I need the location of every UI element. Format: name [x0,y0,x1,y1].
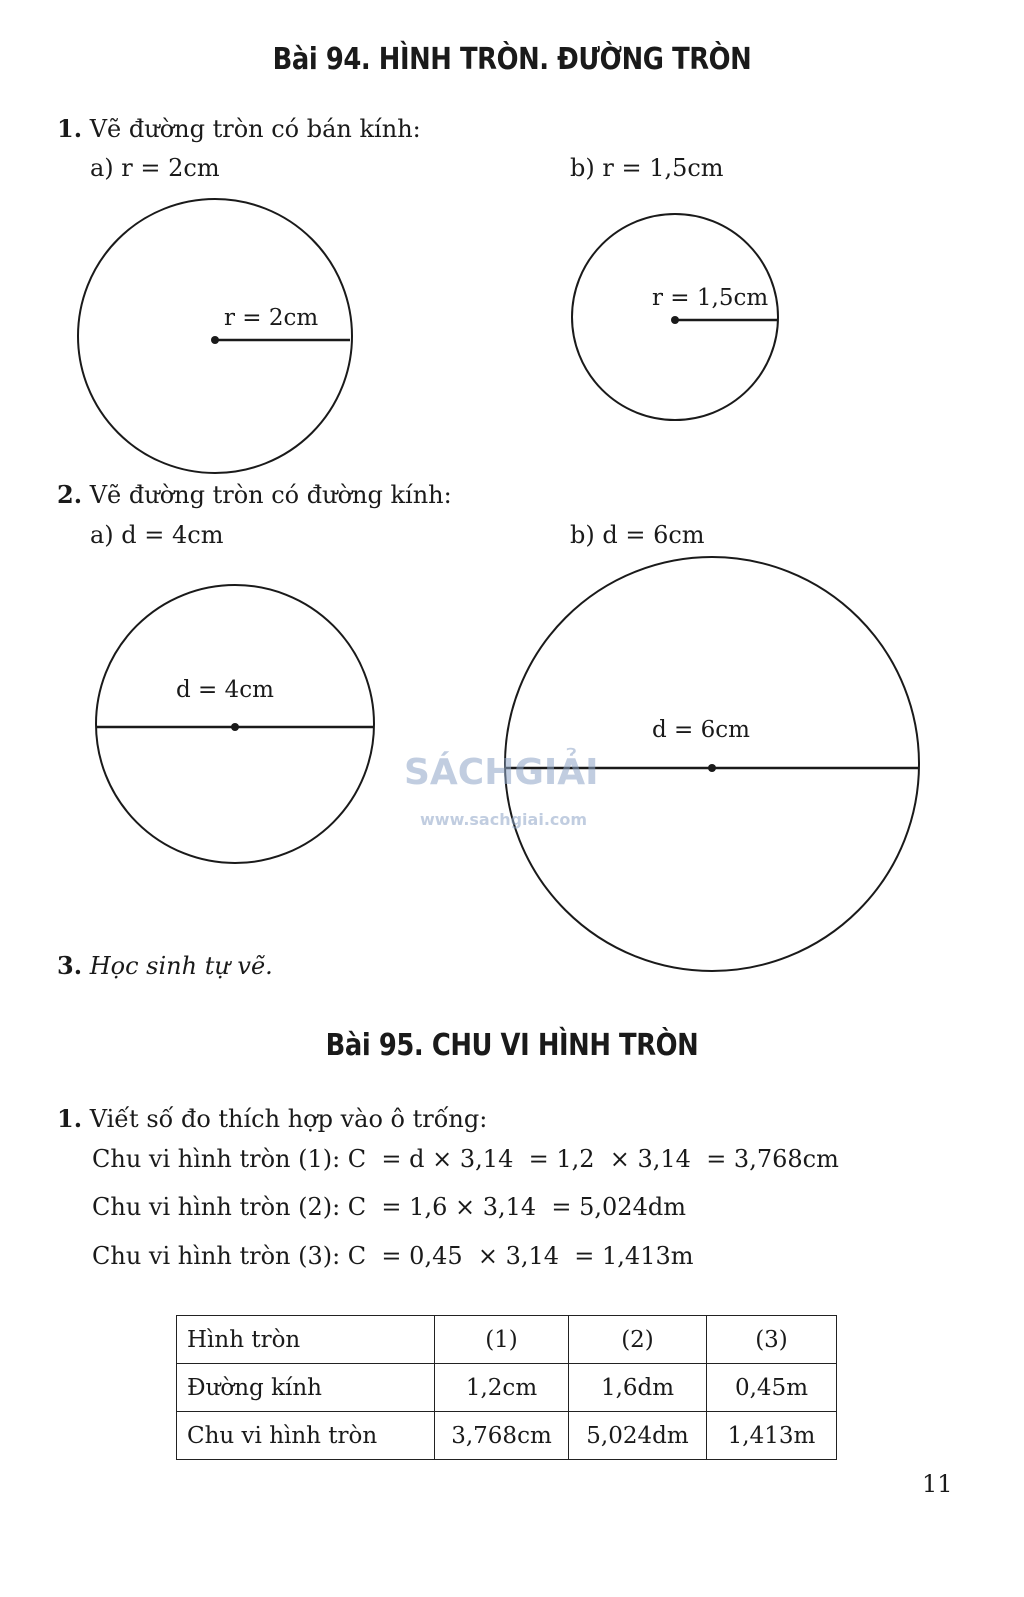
page-number: 11 [922,1470,953,1498]
label-r-1-5cm: r = 1,5cm [652,285,769,311]
bai94-ex1-part-b: b) r = 1,5cm [570,154,724,182]
bai94-title: Bài 94. HÌNH TRÒN. ĐƯỜNG TRÒN [272,42,752,77]
bai94-ex2-part-a: a) d = 4cm [90,521,224,549]
table-header-cell: (3) [707,1316,837,1364]
center-point [211,336,219,344]
center-point [671,316,679,324]
table-cell: 1,413m [707,1412,837,1460]
center-point [708,764,716,772]
table-cell: 1,6dm [569,1364,707,1412]
bai94-ex2-part-b: b) d = 6cm [570,521,705,549]
table-cell: Chu vi hình tròn [177,1412,435,1460]
label-d-6cm: d = 6cm [652,717,750,743]
ex-number: 3. [57,951,83,980]
watermark-url: www.sachgiai.com [420,810,588,829]
table-cell: 5,024dm [569,1412,707,1460]
table-row [177,1412,837,1460]
ex-text: Viết số đo thích hợp vào ô trống: [89,1105,488,1133]
table-header-cell: (2) [569,1316,707,1364]
center-point [231,723,239,731]
ex-number: 1. [57,114,83,143]
bai95-title: Bài 95. CHU VI HÌNH TRÒN [325,1028,699,1063]
calc-line-1: Chu vi hình tròn (1): C = d × 3,14 = 1,2 × 3,14 = 3,768cm [92,1145,839,1173]
table-cell: 3,768cm [435,1412,569,1460]
ex-number: 1. [57,1104,83,1133]
ex-text: Vẽ đường tròn có bán kính: [89,115,421,143]
calc-line-3: Chu vi hình tròn (3): C = 0,45 × 3,14 = 1,413m [92,1242,694,1270]
ex-text: Học sinh tự vẽ. [89,952,273,980]
table-header-cell: (1) [435,1316,569,1364]
table-cell: 0,45m [707,1364,837,1412]
bai94-ex2-prompt [57,480,452,509]
ex-number: 2. [57,480,83,509]
table-cell: Đường kính [177,1364,435,1412]
table-cell: 1,2cm [435,1364,569,1412]
bai94-ex3 [57,951,273,980]
bai94-ex1-part-a: a) r = 2cm [90,154,220,182]
ex-text: Vẽ đường tròn có đường kính: [89,481,452,509]
label-d-4cm: d = 4cm [176,677,274,703]
label-r-2cm: r = 2cm [224,305,319,331]
bai95-ex1-prompt [57,1104,487,1133]
table-header-cell: Hình tròn [177,1316,435,1364]
circumference-table [176,1315,837,1460]
table-row [177,1316,837,1364]
calc-line-2: Chu vi hình tròn (2): C = 1,6 × 3,14 = 5,024dm [92,1193,686,1221]
table-row [177,1364,837,1412]
watermark-brand: SÁCHGIẢI [404,752,599,793]
